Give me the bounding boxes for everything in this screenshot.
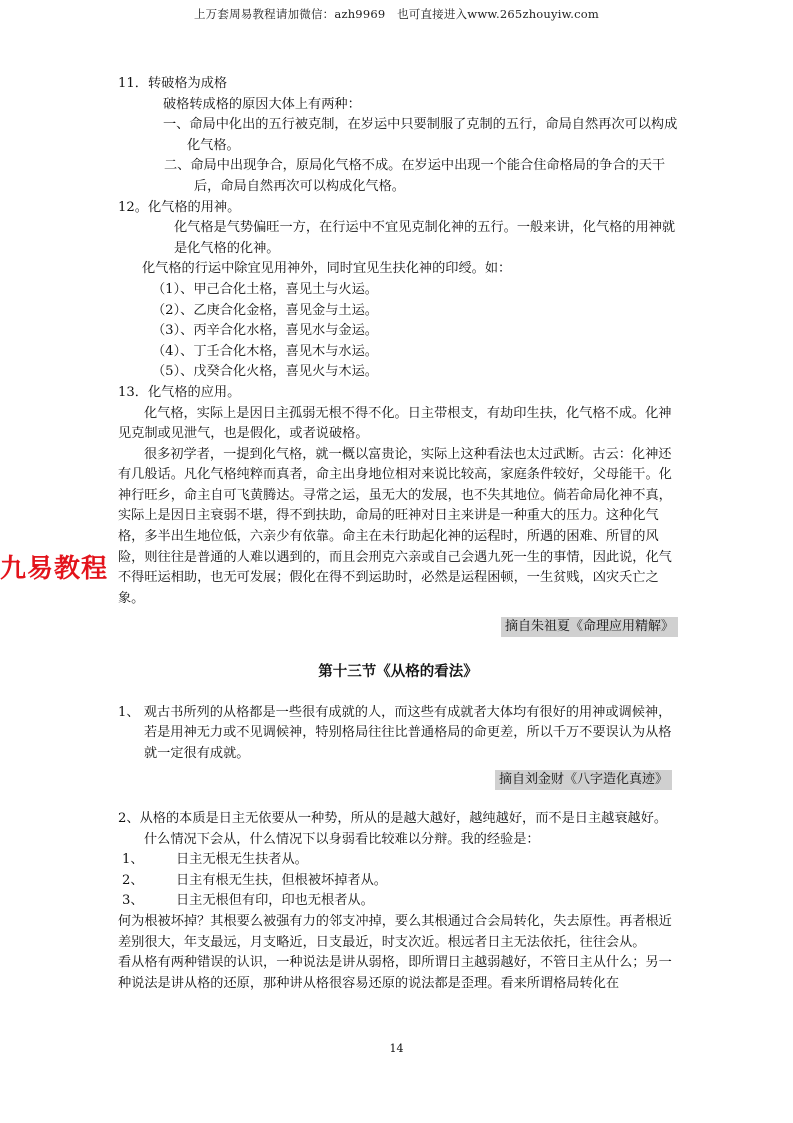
list-item: （5）、戊癸合化火格，喜见火与木运。 [152, 364, 378, 380]
source-citation: 摘自朱祖夏《命理应用精解》 [501, 617, 678, 637]
list-text: 日主无根但有印，印也无根者从。 [176, 893, 374, 909]
section-11-item-1: 一、命局中化出的五行被克制，在岁运中只要制服了克制的五行，命局自然再次可以构成化气格。 [163, 117, 678, 153]
list-item [118, 850, 678, 871]
section-11-intro: 破格转成格的原因大体上有两种： [163, 96, 361, 112]
section-13-title: 13．化气格的应用。 [118, 384, 241, 400]
congge-item-1: 1、 观古书所列的从格都是一些很有成就的人，而这些有成就者大体均有很好的用神或调候神，若是用神无力或不见调候神，特别格局往往比普通格局的命更差，所以千万不要误认为从格就一定很有成就。 [118, 704, 672, 761]
section-13-paragraph-1: 化气格，实际上是因日主孤弱无根不得不化。日主带根支，有劫印生扶，化气格不成。化神见克制或见泄气，也是假化，或者说破格。 [118, 405, 672, 442]
section-12-definition: 化气格是气势偏旺一方，在行运中不宜见克制化神的五行。一般来讲，化气格的用神就是化气格的化神。 [174, 220, 676, 256]
list-text: 日主无根无生扶者从。 [176, 852, 308, 868]
section-heading: 第十三节《从格的看法》 [318, 664, 478, 681]
page-number: 14 [389, 1042, 404, 1055]
list-item: （1）、甲己合化土格，喜见土与火运。 [152, 281, 378, 297]
list-number: 1、 [122, 852, 144, 868]
section-12-luck: 化气格的行运中除宜见用神外，同时宜见生扶化神的印绶。如： [142, 261, 512, 277]
list-item: （4）、丁壬合化木格，喜见木与水运。 [152, 343, 378, 359]
section-12-list [118, 280, 678, 383]
list-text: 日主有根无生扶，但根被坏掉者从。 [176, 872, 387, 888]
list-number: 2、 [122, 872, 144, 888]
document-body [118, 74, 678, 994]
page-header: 上万套周易教程请加微信：azh9969 也可直接进入www.265zhouyiw.com [193, 7, 600, 21]
congge-paragraph-4: 看从格有两种错误的认识，一种说法是讲从弱格，即所谓日主越弱越好，不管日主从什么；另一种说法是讲从格的还原，那种讲从格很容易还原的说法都是歪理。看来所谓格局转化在 [118, 955, 672, 991]
list-number: 3、 [122, 893, 144, 909]
list-item [118, 871, 678, 892]
list-item [118, 891, 678, 912]
list-item: （2）、乙庚合化金格，喜见金与土运。 [152, 302, 378, 318]
section-11-title: 11．转破格为成格 [118, 76, 228, 91]
section-13-paragraph-2: 很多初学者，一提到化气格，就一概以富贵论，实际上这种看法也太过武断。古云：化神还有几般话。凡化气格纯粹而真者，命主出身地位相对来说比较高，家庭条件较好，父母能干。化神行旺乡，命主自可飞黄腾达。寻常之运，虽无大的发展，也不失其地位。倘若命局化神不真，实际上是因日主衰弱不堪，得不到扶助，命局的旺神对日主来讲是一种重大的压力。这种化气格，多半出生地位低，六亲少有依靠。命主在未行助起化神的运程时，所遇的困难、所冒的风险，则往往是普通的人难以遇到的，而且会刑克六亲或自己会遇九死一生的事情，因此说，化气不得旺运相助，也无可发展；假化在得不到运助时，必然是运程困顿，一生贫贱，凶灾夭亡之象。 [118, 446, 672, 606]
list-item: （3）、丙辛合化水格，喜见水与金运。 [152, 323, 378, 339]
congge-experience-list [118, 850, 678, 912]
congge-paragraph-3: 何为根被坏掉？其根要么被强有力的邻支冲掉，要么其根通过合会局转化，失去原性。再者根近差别很大，年支最远，月支略近，日支最近，时支次近。根远者日主无法依托，往往会从。 [118, 913, 672, 950]
section-11-item-2: 二、命局中出现争合，原局化气格不成。在岁运中出现一个能合住命格局的争合的天干后，命局自然再次可以构成化气格。 [164, 158, 666, 194]
congge-item-2: 2、从格的本质是日主无依要从一种势，所从的是越大越好，越纯越好，而不是日主越衰越好。什么情况下会从，什么情况下以身弱看比较难以分辩。我的经验是： [118, 811, 668, 847]
source-citation: 摘自刘金财《八字造化真迹》 [495, 770, 672, 790]
section-12-title: 12。化气格的用神。 [118, 199, 241, 215]
watermark-logo: 九易教程 [0, 554, 109, 584]
